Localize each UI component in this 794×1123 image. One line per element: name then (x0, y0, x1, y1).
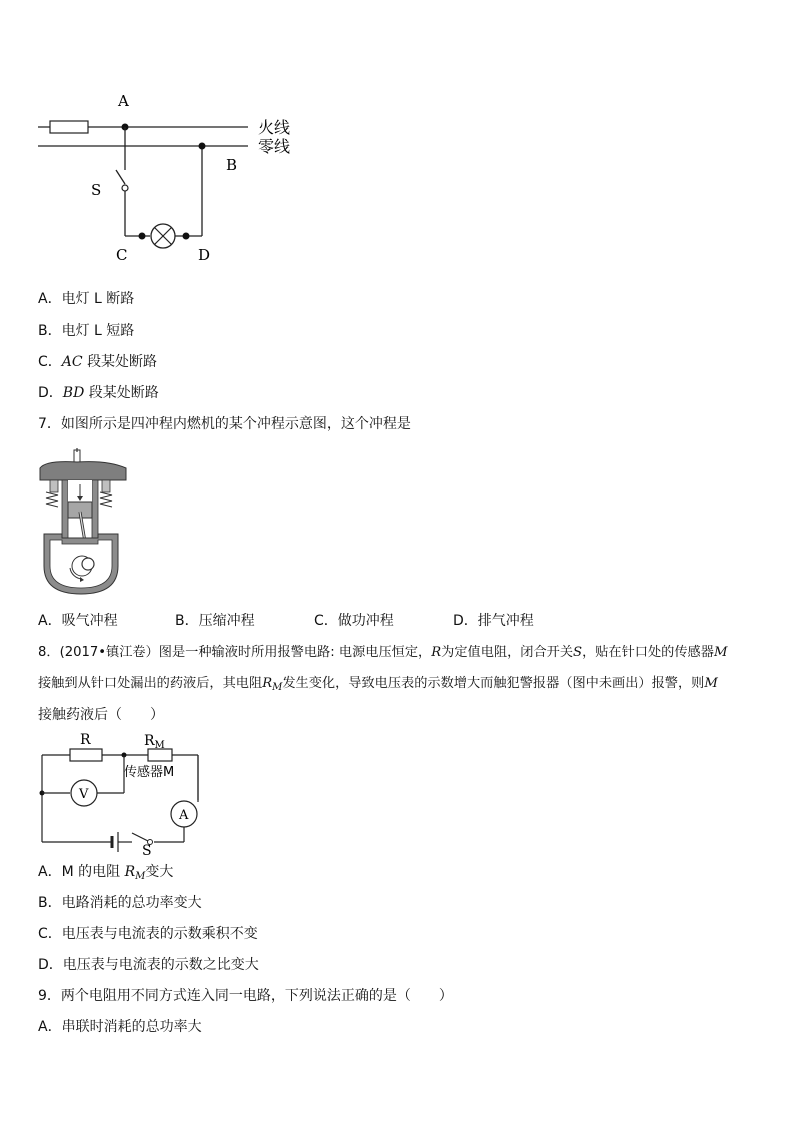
q8-option-d: D．电压表与电流表的示数之比变大 (38, 957, 259, 973)
label-c: C (116, 246, 128, 264)
q6-option-d: D．BD 段某处断路 (38, 385, 159, 401)
q7-option-b: B．压缩冲程 (175, 613, 255, 629)
label-s: S (91, 181, 102, 199)
q8-option-a: A．M 的电阻 $R_M$变大 (38, 864, 174, 882)
engine-stroke-diagram (36, 448, 136, 598)
q7-option-a: A．吸气冲程 (38, 613, 118, 629)
q6-option-c: C．AC 段某处断路 (38, 354, 158, 370)
q8-option-c: C．电压表与电流表的示数乘积不变 (38, 926, 258, 942)
q7-options (38, 612, 558, 630)
q7-stem: 7．如图所示是四冲程内燃机的某个冲程示意图，这个冲程是 (38, 416, 411, 432)
label-switch: S (142, 843, 152, 858)
household-circuit-diagram (36, 88, 306, 268)
q8-stem-line2: 接触到从针口处漏出的药液后，其电阻$R_M$发生变化，导致电压表的示数增大而触犯警报器（图中未画出）报警，则M (38, 676, 718, 693)
label-r: R (80, 732, 91, 748)
q6-option-b: B．电灯 L 短路 (38, 323, 135, 339)
alarm-circuit-diagram (36, 730, 206, 858)
q8-stem-line3: 接触药液后（ ） (38, 707, 164, 723)
label-rm: $R_M$ (144, 733, 165, 751)
fuse (50, 121, 88, 133)
label-sensor: 传感器M (124, 765, 175, 780)
neutral-wire-label: 零线 (258, 137, 291, 156)
label-voltmeter: V (79, 787, 89, 802)
q7-option-d: D．排气冲程 (453, 613, 534, 629)
label-b: B (226, 156, 238, 174)
label-ammeter: A (179, 808, 189, 823)
q9-stem: 9．两个电阻用不同方式连入同一电路，下列说法正确的是（ ） (38, 988, 453, 1004)
q9-option-a: A．串联时消耗的总功率大 (38, 1019, 202, 1035)
q8-option-b: B．电路消耗的总功率变大 (38, 895, 202, 911)
live-wire-label: 火线 (258, 118, 291, 137)
resistor-r (70, 749, 102, 761)
q8-stem-line1: 8．(2017•镇江卷）图是一种输液时所用报警电路: 电源电压恒定，R为定值电阻，闭合开关S，贴在针口处的传感器M (38, 645, 728, 660)
q7-option-c: C．做功冲程 (314, 613, 394, 629)
label-a: A (118, 92, 129, 110)
label-d: D (198, 246, 211, 264)
q6-option-a: A．电灯 L 断路 (38, 291, 135, 307)
